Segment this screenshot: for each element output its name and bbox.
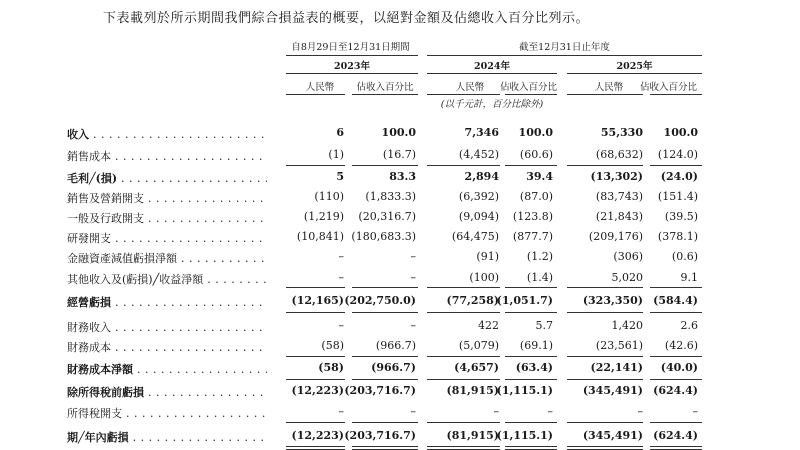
table-cell: – [547, 405, 553, 418]
table-cell: – [410, 405, 416, 418]
table-cell: (1) [328, 148, 344, 161]
total-double-rule [352, 446, 418, 450]
table-cell: (12,223) [291, 429, 344, 442]
table-cell: (306) [613, 250, 643, 263]
subtotal-rule [505, 379, 557, 380]
table-cell: (5,079) [458, 339, 499, 352]
table-cell: (58) [318, 361, 344, 374]
row-label-text: 銷售及營銷開支 . . . [67, 192, 267, 205]
row-label [67, 319, 267, 335]
table-cell: (4,657) [454, 361, 499, 374]
table-cell: (1.2) [526, 250, 553, 263]
table-cell: – [410, 250, 416, 263]
header-period-a: 自8月29日至12月31日期間 [291, 42, 410, 53]
row-label [67, 294, 267, 310]
table-cell: – [338, 271, 344, 284]
table-cell: 83.3 [389, 170, 416, 183]
subtotal-rule [427, 379, 500, 380]
subtotal-rule [427, 312, 500, 313]
table-cell: – [338, 319, 344, 332]
table-cell: (345,491) [582, 429, 643, 442]
subtotal-rule [352, 287, 418, 288]
unit-note: (以千元計，百分比除外) [440, 99, 544, 110]
table-cell: (966.7) [375, 339, 416, 352]
table-row-general-admin [0, 210, 800, 226]
subtotal-rule [286, 287, 345, 288]
col-header-pct-2023: 佔收入百分比 [356, 82, 414, 93]
total-double-rule [427, 446, 500, 450]
row-label-text: 研發開支 . . . [67, 232, 267, 245]
table-cell: (64,475) [451, 230, 499, 243]
row-label [67, 271, 267, 287]
subtotal-rule [567, 165, 643, 166]
table-row-gross-profit [0, 170, 800, 186]
row-label-text: 毛利╱(損) . . . [67, 172, 267, 185]
table-cell: (4,452) [458, 148, 499, 161]
table-cell: 5,020 [611, 271, 643, 284]
subtotal-rule [352, 356, 418, 357]
table-cell: 9.1 [680, 271, 698, 284]
table-cell: (69.1) [519, 339, 553, 352]
table-cell: (22,141) [590, 361, 643, 374]
row-label [67, 230, 267, 246]
table-cell: (13,302) [590, 170, 643, 183]
table-cell: (77,258) [446, 294, 499, 307]
table-row-finance-income [0, 319, 800, 335]
table-cell: (68,632) [595, 148, 643, 161]
table-cell: (110) [314, 190, 344, 203]
subtotal-rule [427, 287, 500, 288]
subtotal-rule [505, 356, 557, 357]
table-row-impairment [0, 250, 800, 266]
subtotal-rule [505, 165, 557, 166]
row-label-text: 經營虧損 . . . [67, 296, 267, 309]
total-double-rule [567, 446, 643, 450]
table-row-operating-loss [0, 294, 800, 310]
table-cell: – [410, 319, 416, 332]
table-cell: (24.0) [660, 170, 698, 183]
subtotal-rule [567, 356, 643, 357]
table-cell: (21,843) [595, 210, 643, 223]
row-label-text: 除所得稅前虧損 . . . [67, 386, 267, 399]
table-cell: (151.4) [657, 190, 698, 203]
row-label [67, 339, 267, 355]
row-label [67, 190, 267, 206]
table-cell: (203,716.7) [344, 429, 416, 442]
row-label [67, 250, 267, 266]
table-cell: (12,223) [291, 384, 344, 397]
col-header-pct-2024: 佔收入百分比 [500, 82, 558, 93]
table-cell: (42.6) [664, 339, 698, 352]
table-cell: (0.6) [671, 250, 698, 263]
table-cell: 5 [336, 170, 344, 183]
subtotal-rule [505, 422, 557, 423]
row-label [67, 384, 267, 400]
table-cell: (877.7) [512, 230, 553, 243]
col-header-rmb-2023: 人民幣 [305, 82, 335, 93]
table-cell: – [338, 405, 344, 418]
table-cell: (81,915) [446, 429, 499, 442]
row-label-text: 其他收入及(虧損)╱收益淨額 . . . [67, 273, 267, 286]
subtotal-rule [567, 422, 643, 423]
col-header-rmb-2024: 人民幣 [455, 82, 485, 93]
table-cell: 100.0 [518, 126, 553, 139]
header-year-2025: 2025年 [616, 61, 653, 72]
subtotal-rule [650, 379, 702, 380]
table-cell: (9,094) [458, 210, 499, 223]
table-row-net-finance-cost [0, 361, 800, 377]
row-label [67, 126, 267, 142]
table-cell: (624.4) [653, 429, 698, 442]
subtotal-rule [650, 165, 702, 166]
row-label-text: 所得稅開支 . . . [67, 407, 267, 420]
table-cell: (584.4) [653, 294, 698, 307]
table-cell: (323,350) [582, 294, 643, 307]
table-cell: (1,115.1) [496, 429, 553, 442]
subtotal-rule [650, 356, 702, 357]
table-cell: 2.6 [680, 319, 698, 332]
table-cell: (16.7) [382, 148, 416, 161]
table-cell: (123.8) [512, 210, 553, 223]
table-cell: 100.0 [663, 126, 698, 139]
row-label-text: 一般及行政開支 . . . [67, 212, 267, 225]
table-cell: (83,743) [595, 190, 643, 203]
table-row-revenue [0, 126, 800, 142]
subtotal-rule [567, 287, 643, 288]
row-label [67, 361, 267, 377]
col-header-pct-2025: 佔收入百分比 [639, 82, 697, 93]
table-cell: (81,915) [446, 384, 499, 397]
table-cell: – [410, 271, 416, 284]
header-year-2024: 2024年 [474, 61, 510, 72]
row-label [67, 170, 267, 186]
table-row-finance-cost [0, 339, 800, 355]
table-cell: (87.0) [519, 190, 553, 203]
table-cell: 55,330 [600, 126, 643, 139]
subtotal-rule [427, 165, 500, 166]
table-cell: (60.6) [519, 148, 553, 161]
table-row-rnd [0, 230, 800, 246]
total-double-rule [650, 446, 702, 450]
table-cell: (23,561) [595, 339, 643, 352]
table-cell: 2,894 [464, 170, 499, 183]
table-cell: (624.4) [653, 384, 698, 397]
table-cell: (1,833.3) [365, 190, 416, 203]
col-header-rmb-2025: 人民幣 [594, 82, 624, 93]
subtotal-rule [352, 379, 418, 380]
table-cell: (203,716.7) [344, 384, 416, 397]
subtotal-rule [650, 422, 702, 423]
table-cell: (100) [469, 271, 499, 284]
table-cell: (39.5) [664, 210, 698, 223]
table-cell: (209,176) [588, 230, 643, 243]
subtotal-rule [352, 312, 418, 313]
subtotal-rule [286, 379, 345, 380]
table-cell: (20,316.7) [358, 210, 416, 223]
row-label [67, 148, 267, 164]
table-cell: (1,115.1) [496, 384, 553, 397]
subtotal-rule [567, 312, 643, 313]
row-label-text: 期╱年內虧損 . . . [67, 431, 267, 444]
header-period-b: 截至12月31日止年度 [519, 42, 610, 53]
subtotal-rule [650, 287, 702, 288]
table-row-other-income [0, 271, 800, 287]
table-row-income-tax [0, 405, 800, 421]
total-double-rule [286, 446, 345, 450]
row-label-text: 財務收入 . . . [67, 321, 267, 334]
table-cell: (202,750.0) [344, 294, 416, 307]
table-row-selling-marketing [0, 190, 800, 206]
row-label [67, 405, 267, 421]
subtotal-rule [286, 356, 345, 357]
subtotal-rule [286, 165, 345, 166]
table-cell: – [637, 405, 643, 418]
subtotal-rule [567, 379, 643, 380]
table-cell: (124.0) [657, 148, 698, 161]
table-cell: (6,392) [458, 190, 499, 203]
table-row-cost-of-sales [0, 148, 800, 164]
table-cell: (378.1) [657, 230, 698, 243]
row-label [67, 429, 267, 445]
intro-text: 下表載列於所示期間我們綜合損益表的概要，以絕對金額及佔總收入百分比列示。 [103, 11, 590, 26]
table-cell: (1.4) [526, 271, 553, 284]
subtotal-rule [352, 165, 418, 166]
table-cell: 100.0 [381, 126, 416, 139]
table-cell: 422 [478, 319, 499, 332]
row-label-text: 財務成本 . . . [67, 341, 267, 354]
table-cell: 1,420 [611, 319, 643, 332]
table-row-loss-for-period [0, 429, 800, 445]
row-label-text: 銷售成本 . . . [67, 150, 267, 163]
subtotal-rule [286, 422, 345, 423]
table-cell: (345,491) [582, 384, 643, 397]
table-cell: (58) [321, 339, 344, 352]
table-cell: (966.7) [371, 361, 416, 374]
row-label-text: 財務成本淨額 . . . [67, 363, 267, 376]
subtotal-rule [352, 422, 418, 423]
subtotal-rule [427, 422, 500, 423]
table-cell: (40.0) [660, 361, 698, 374]
row-label [67, 210, 267, 226]
row-label-text: 收入 . . . [67, 128, 267, 141]
subtotal-rule [505, 287, 557, 288]
total-double-rule [505, 446, 557, 450]
table-cell: (180,683.3) [351, 230, 416, 243]
table-cell: (63.4) [515, 361, 553, 374]
table-cell: (1,219) [303, 210, 344, 223]
subtotal-rule [505, 312, 557, 313]
table-cell: – [692, 405, 698, 418]
subtotal-rule [427, 356, 500, 357]
table-cell: 39.4 [526, 170, 553, 183]
table-cell: – [493, 405, 499, 418]
table-cell: 7,346 [464, 126, 499, 139]
subtotal-rule [286, 312, 345, 313]
table-cell: (10,841) [296, 230, 344, 243]
table-cell: (91) [476, 250, 499, 263]
header-year-2023: 2023年 [334, 61, 370, 72]
table-cell: (1,051.7) [496, 294, 553, 307]
table-cell: 5.7 [535, 319, 553, 332]
table-cell: (12,165) [291, 294, 344, 307]
table-row-loss-before-tax [0, 384, 800, 400]
table-cell: 6 [336, 126, 344, 139]
table-cell: – [338, 250, 344, 263]
row-label-text: 金融資產減值虧損淨額 . . . [67, 252, 267, 265]
subtotal-rule [650, 312, 702, 313]
